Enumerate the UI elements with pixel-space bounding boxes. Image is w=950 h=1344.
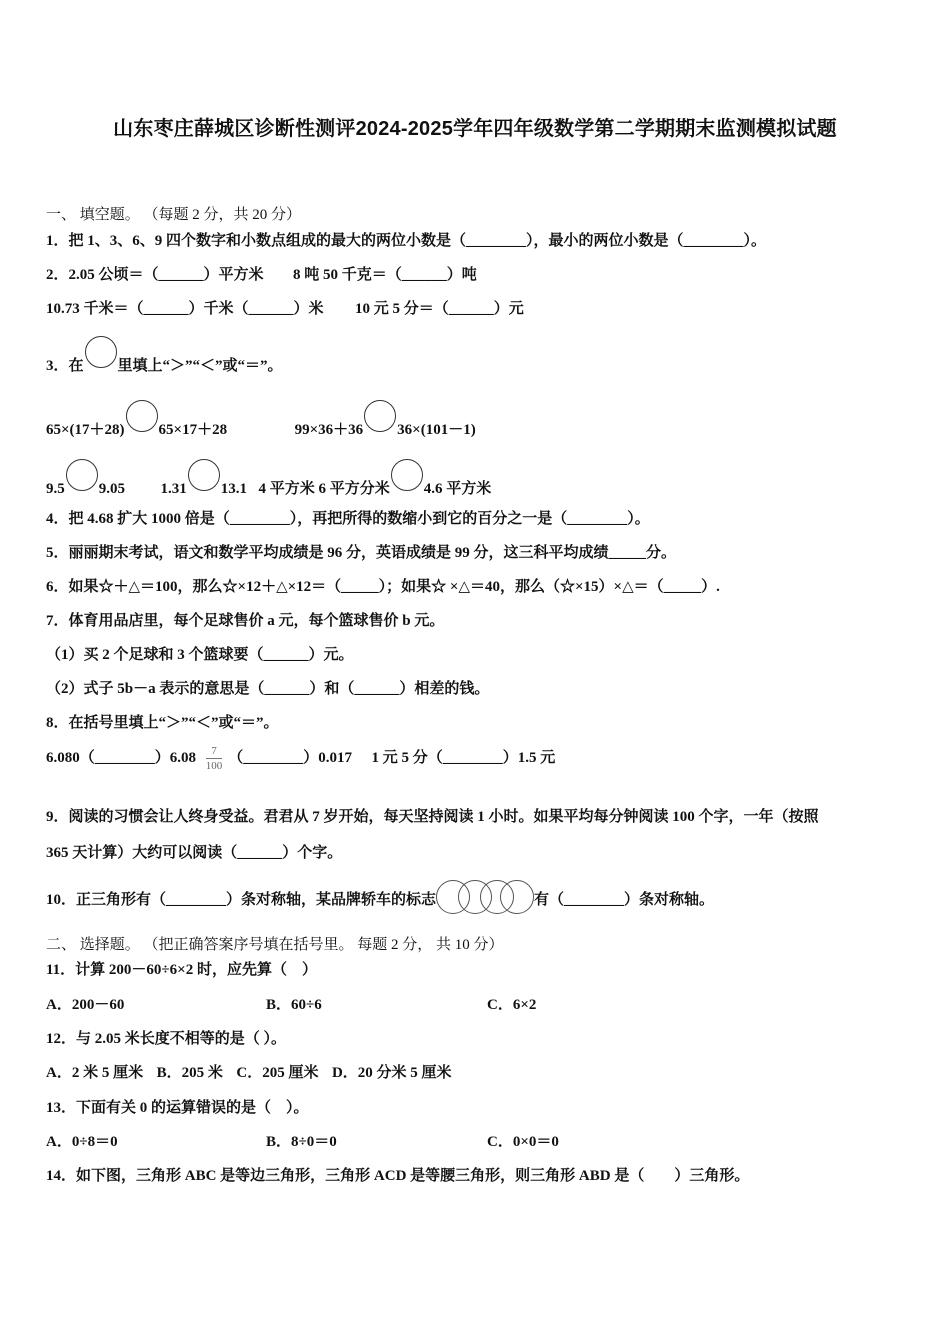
question-7-part1: （1）买 2 个足球和 3 个篮球要（______）元。 <box>46 647 354 663</box>
q3-expr: 4 平方米 6 平方分米 <box>258 481 390 497</box>
question-7: 7．体育用品店里，每个足球售价 a 元，每个篮球售价 b 元。 <box>46 613 445 629</box>
q3-suffix: 里填上“＞”“＜”或“＝”。 <box>117 358 283 374</box>
circle-blank[interactable] <box>364 400 396 432</box>
question-2-line2 <box>46 297 524 318</box>
option-a[interactable]: A．2 米 5 厘米 <box>46 1065 144 1081</box>
question-3 <box>46 336 283 375</box>
question-11: 11．计算 200－60÷6×2 时，应先算（ ） <box>46 962 317 978</box>
q8-item-c: 1 元 5 分（________）1.5 元 <box>371 749 556 766</box>
q2-part-b: 8 吨 50 千克＝（______）吨 <box>293 267 477 283</box>
option-a[interactable]: A．200－60 <box>46 997 125 1013</box>
question-6: 6．如果☆＋△＝100，那么☆×12＋△×12＝（_____）；如果☆ ×△＝40，那么（☆×15）×△＝（_____）. <box>46 579 720 595</box>
q3-expr: 4.6 平方米 <box>423 481 492 497</box>
fraction-7-100 <box>206 744 223 773</box>
circle-blank[interactable] <box>126 400 158 432</box>
question-5: 5．丽丽期末考试，语文和数学平均成绩是 96 分，英语成绩是 99 分，这三科平均成绩_____分。 <box>46 545 677 561</box>
option-d[interactable]: D．20 分米 5 厘米 <box>331 1065 452 1081</box>
question-1: 1．把 1、3、6、9 四个数字和小数点组成的最大的两位小数是（________），最小的两位小数是（________）。 <box>46 233 767 249</box>
q10-prefix: 10．正三角形有（________）条对称轴，某品牌轿车的标志 <box>46 892 437 908</box>
question-2-line1 <box>46 263 477 284</box>
q3-expr: 9.05 <box>98 481 125 497</box>
circle-blank[interactable] <box>85 336 117 368</box>
fraction-numerator: 7 <box>206 744 223 759</box>
q2-part-c: 10.73 千米＝（______）千米（______）米 <box>46 301 324 317</box>
section2-heading: 二、 选择题。 （把正确答案序号填在括号里。 每题 2 分， 共 10 分） <box>46 937 504 953</box>
circle-blank[interactable] <box>188 459 220 491</box>
question-8: 8．在括号里填上“＞”“＜”或“＝”。 <box>46 715 279 731</box>
option-b[interactable]: B．8÷0＝0 <box>266 1134 337 1150</box>
question-8-row <box>46 744 555 773</box>
circle-blank[interactable] <box>391 459 423 491</box>
fraction-denominator: 100 <box>205 760 223 772</box>
q10-suffix: 有（________）条对称轴。 <box>534 892 715 908</box>
q3-expr: 1.31 <box>160 481 187 497</box>
q3-expr: 9.5 <box>46 481 65 497</box>
question-14: 14．如下图，三角形 ABC 是等边三角形，三角形 ACD 是等腰三角形，则三角形 ABD 是（ ）三角形。 <box>46 1168 750 1184</box>
option-c[interactable]: C．6×2 <box>487 997 537 1013</box>
circle-blank[interactable] <box>66 459 98 491</box>
q8-item-a: 6.080（________）6.08 <box>46 749 197 766</box>
question-9-line1: 9．阅读的习惯会让人终身受益。君君从 7 岁开始，每天坚持阅读 1 小时。如果平均每分钟阅读 100 个字，一年（按照 <box>46 809 819 825</box>
q2-part-a: 2．2.05 公顷＝（______）平方米 <box>46 267 264 283</box>
question-10 <box>46 880 714 914</box>
car-logo-rings-icon <box>436 880 534 914</box>
section1-heading: 一、 填空题。 （每题 2 分，共 20 分） <box>46 207 302 223</box>
option-b[interactable]: B．60÷6 <box>266 997 322 1013</box>
question-12-options <box>46 1061 452 1082</box>
question-3-row2 <box>46 459 491 498</box>
option-c[interactable]: C．0×0＝0 <box>487 1134 559 1150</box>
option-a[interactable]: A．0÷8＝0 <box>46 1134 118 1150</box>
q8-item-b: （________）0.017 <box>228 749 353 766</box>
exam-title: 山东枣庄薛城区诊断性测评2024-2025学年四年级数学第二学期期末监测模拟试题 <box>113 118 837 140</box>
q3-prefix: 3．在 <box>46 358 84 374</box>
question-12: 12．与 2.05 米长度不相等的是（ ）。 <box>46 1031 287 1047</box>
question-3-row1 <box>46 400 476 439</box>
q2-part-d: 10 元 5 分＝（______）元 <box>355 301 524 317</box>
q3-expr: 99×36＋36 <box>294 422 364 438</box>
q3-expr: 13.1 <box>220 481 247 497</box>
question-13: 13．下面有关 0 的运算错误的是（ ）。 <box>46 1100 309 1116</box>
question-4: 4．把 4.68 扩大 1000 倍是（________），再把所得的数缩小到它的百分之一是（________）。 <box>46 511 650 527</box>
question-7-part2: （2）式子 5b－a 表示的意思是（______）和（______）相差的钱。 <box>46 681 490 697</box>
q3-expr: 65×(17＋28) <box>46 422 125 438</box>
option-b[interactable]: B．205 米 <box>156 1065 223 1081</box>
q3-expr: 36×(101－1) <box>397 422 476 438</box>
q3-expr: 65×17＋28 <box>158 422 228 438</box>
option-c[interactable]: C．205 厘米 <box>236 1065 319 1081</box>
question-9-line2: 365 天计算）大约可以阅读（______）个字。 <box>46 845 343 861</box>
